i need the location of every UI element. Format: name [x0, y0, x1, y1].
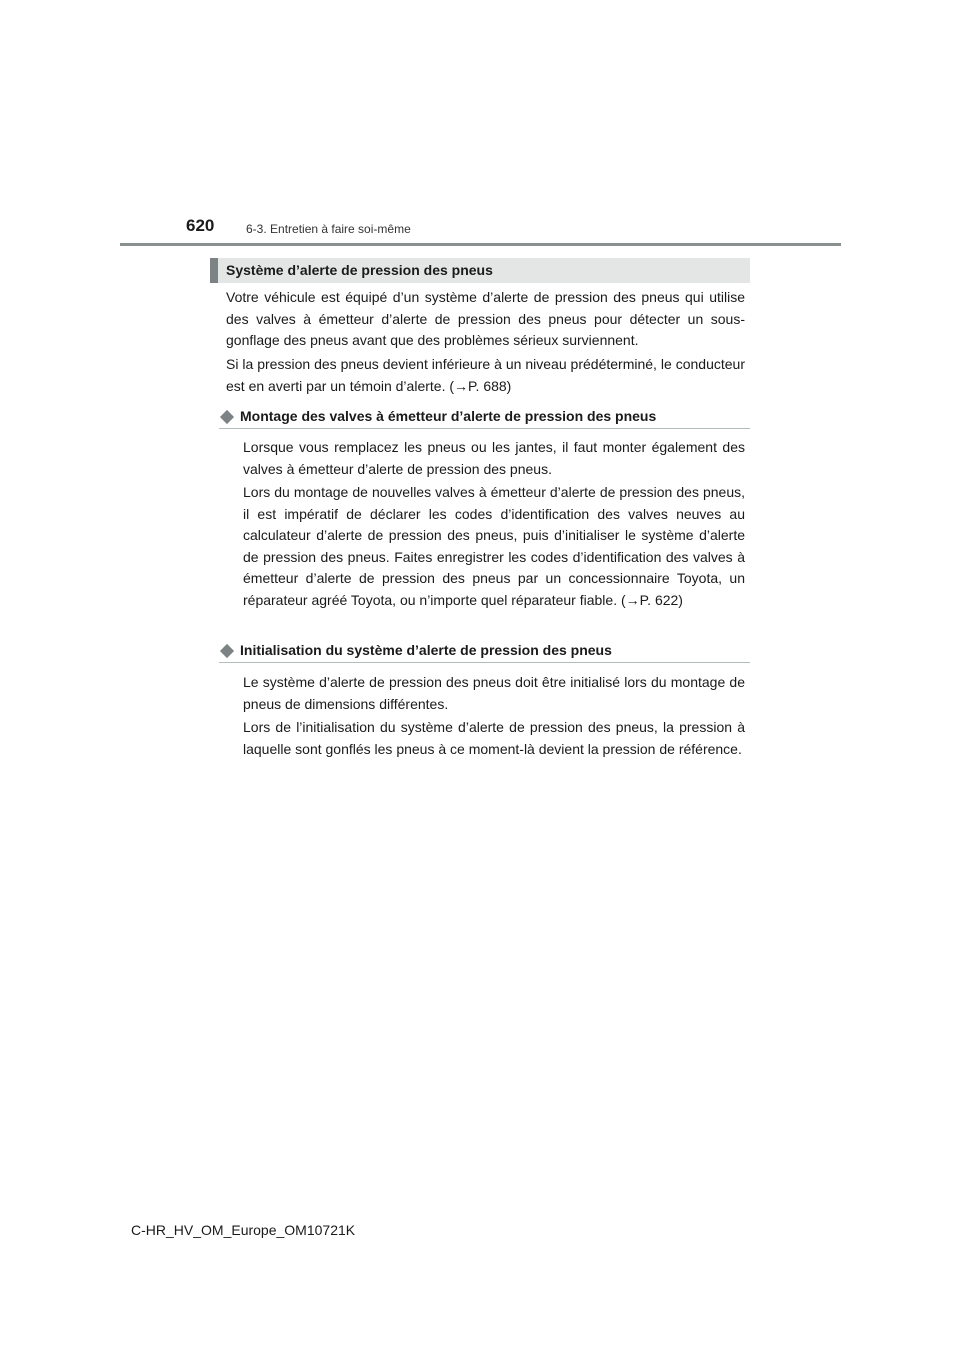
page-number: 620 — [186, 216, 215, 235]
initialisation-paragraph-1: Le système d’alerte de pression des pneus doit être initialisé lors du montage de pneus de dimensions différentes. — [243, 674, 745, 712]
subsection-title: Initialisation du système d’alerte de pression des pneus — [240, 642, 612, 658]
initialisation-paragraph-2: Lors de l’initialisation du système d’alerte de pression des pneus, la pression à laquelle sont gonflés les pneus à ce moment-là devient la pression de référence. — [243, 719, 745, 757]
document-code: C-HR_HV_OM_Europe_OM10721K — [131, 1222, 356, 1238]
valves-paragraph-2: Lors du montage de nouvelles valves à émetteur d’alerte de pression des pneus, il est impératif de déclarer les codes d’identification des valves neuves au calculateur d’alerte de pression des pneus, puis d’initialiser le système d’alerte de pression des pneus. Faites enregistrer les codes d’identification des valves à émetteur d’alerte de pression des pneus par un concessionnaire Toyota, un réparateur agréé Toyota, ou n’importe quel réparateur fiable. (→P. 622) — [243, 484, 745, 608]
header-divider — [120, 243, 841, 246]
subsection-heading-initialisation — [219, 639, 750, 663]
diamond-bullet-icon — [220, 644, 234, 658]
intro-paragraph-2: Si la pression des pneus devient inférieure à un niveau prédéterminé, le conducteur est en averti par un témoin d’alerte. (→P. 688) — [226, 356, 745, 394]
section-title: Système d’alerte de pression des pneus — [210, 258, 750, 283]
valves-paragraph-1: Lorsque vous remplacez les pneus ou les jantes, il faut monter également des valves à émetteur d’alerte de pression des pneus. — [243, 439, 745, 477]
diamond-bullet-icon — [220, 410, 234, 424]
intro-paragraph-1: Votre véhicule est équipé d’un système d’alerte de pression des pneus qui utilise des valves à émetteur d’alerte de pression des pneus pour détecter un sous-gonflage des pneus avant que des problèmes sérieux surviennent. — [226, 289, 745, 348]
subsection-title: Montage des valves à émetteur d’alerte de pression des pneus — [240, 408, 657, 424]
subsection-heading-valves — [219, 405, 750, 429]
chapter-label: 6-3. Entretien à faire soi-même — [246, 222, 411, 236]
